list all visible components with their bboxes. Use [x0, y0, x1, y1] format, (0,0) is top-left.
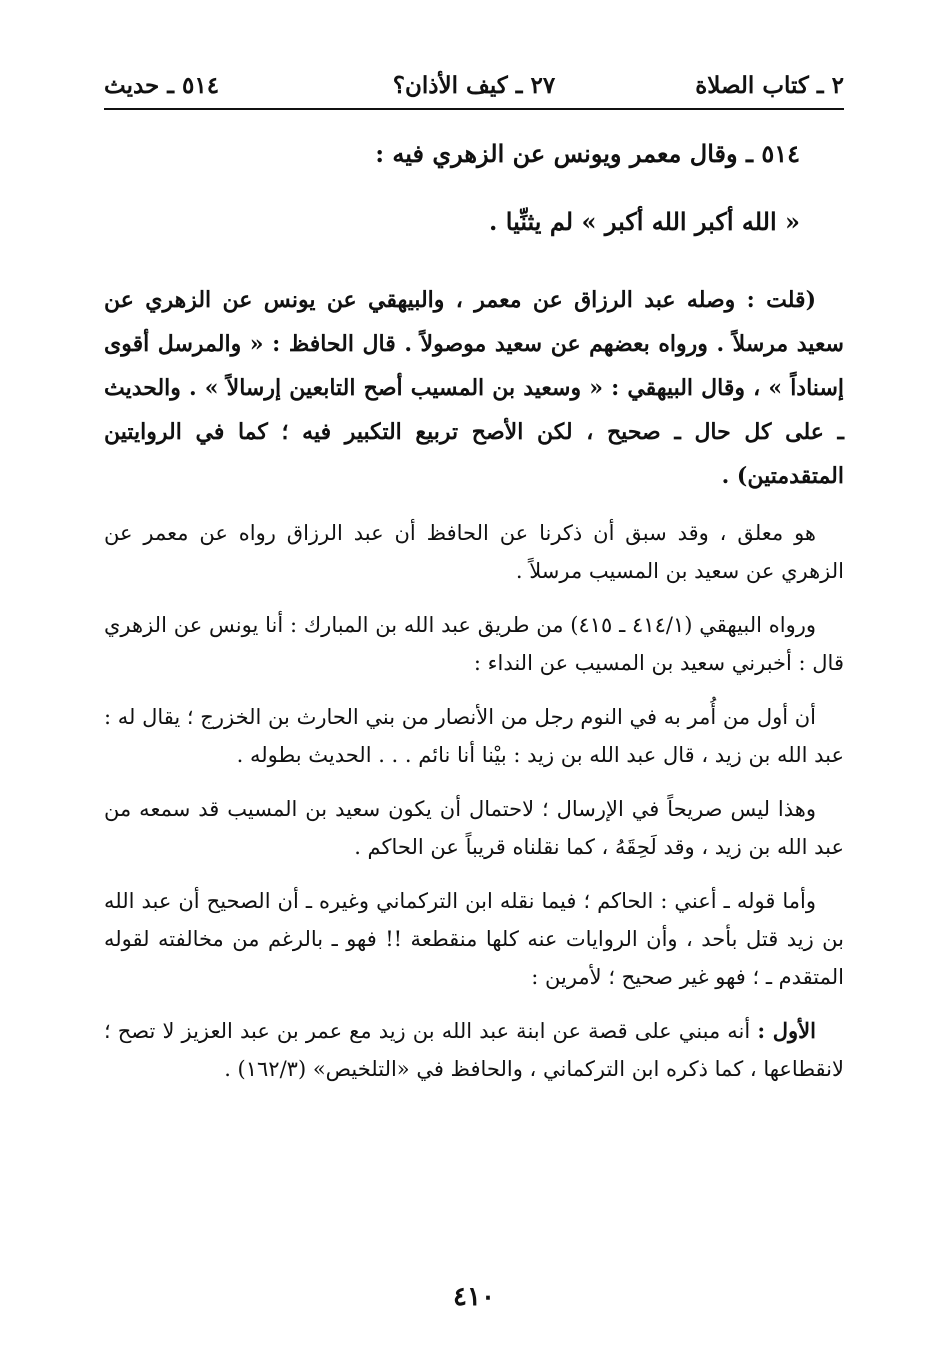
editor-note: (قلت : وصله عبد الرزاق عن معمر ، والبيهقي عن يونس عن الزهري عن سعيد مرسلاً . ورواه بعضهم عن سعيد موصولاً . قال الحافظ : « والمرسل أقوى إسناداً » ، وقال البيهقي : « وسعيد بن المسيب أصح التابعين إرسالاً » . والحديث ـ على كل حال ـ صحيح ، لكن الأصح تربيع التكبير فيه ؛ كما في الروايتين المتقدمتين) . — [104, 287, 844, 489]
paragraph-text: أنه مبني على قصة عن ابنة عبد الله بن زيد مع عمر بن عبد العزيز لا تصح ؛ لانقطاعها ، كما ذكره ابن التركماني ، والحافظ في «التلخيص» (١٦٢/٣) . — [104, 1019, 844, 1081]
hadith-heading: ٥١٤ ـ وقال معمر ويونس عن الزهري فيه : — [375, 139, 800, 168]
hadith-text: « الله أكبر الله أكبر » لم يثنِّيا . — [489, 207, 800, 236]
running-head — [104, 68, 844, 104]
commentary-paragraph — [104, 1012, 844, 1088]
commentary-paragraph — [104, 514, 844, 590]
paragraph-text: أن أول من أُمر به في النوم رجل من الأنصار من بني الحارث بن الخزرج ؛ يقال له : عبد الله بن زيد ، قال عبد الله بن زيد : بيْنا أنا نائم . . . الحديث بطوله . — [104, 705, 844, 767]
paragraph-lead: الأول : — [757, 1018, 816, 1043]
paragraph-text: ورواه البيهقي (٤١٤/١ ـ ٤١٥) من طريق عبد الله بن المبارك : أنا يونس عن الزهري قال : أخبرني سعيد بن المسيب عن النداء : — [104, 613, 844, 675]
chapter-title: ٢٧ ـ كيف الأذان؟ — [392, 72, 556, 99]
commentary-paragraph — [104, 882, 844, 996]
header-rule — [104, 108, 844, 110]
book-title: ٢ ـ كتاب الصلاة — [695, 72, 844, 99]
hadith-number-label: ٥١٤ ـ حديث — [104, 72, 220, 99]
paragraph-text: وأما قوله ـ أعني : الحاكم ؛ فيما نقله ابن التركماني وغيره ـ أن الصحيح أن عبد الله بن زيد قتل بأحد ، وأن الروايات عنه كلها منقطعة !! فهو ـ بالرغم من مخالفته لقوله المتقدم ـ ؛ فهو غير صحيح ؛ لأمرين : — [104, 889, 844, 989]
commentary-paragraph — [104, 698, 844, 774]
paragraph-text: وهذا ليس صريحاً في الإرسال ؛ لاحتمال أن يكون سعيد بن المسيب قد سمعه من عبد الله بن زيد ، وقد لَحِقَهُ ، كما نقلناه قريباً عن الحاكم . — [104, 797, 844, 859]
page-body — [104, 128, 844, 1088]
commentary-paragraph — [104, 606, 844, 682]
commentary-paragraph — [104, 790, 844, 866]
paragraph-text: هو معلق ، وقد سبق أن ذكرنا عن الحافظ أن عبد الرزاق رواه عن معمر عن الزهري عن سعيد بن المسيب مرسلاً . — [104, 521, 844, 583]
page-number: ٤١٠ — [453, 1282, 495, 1312]
